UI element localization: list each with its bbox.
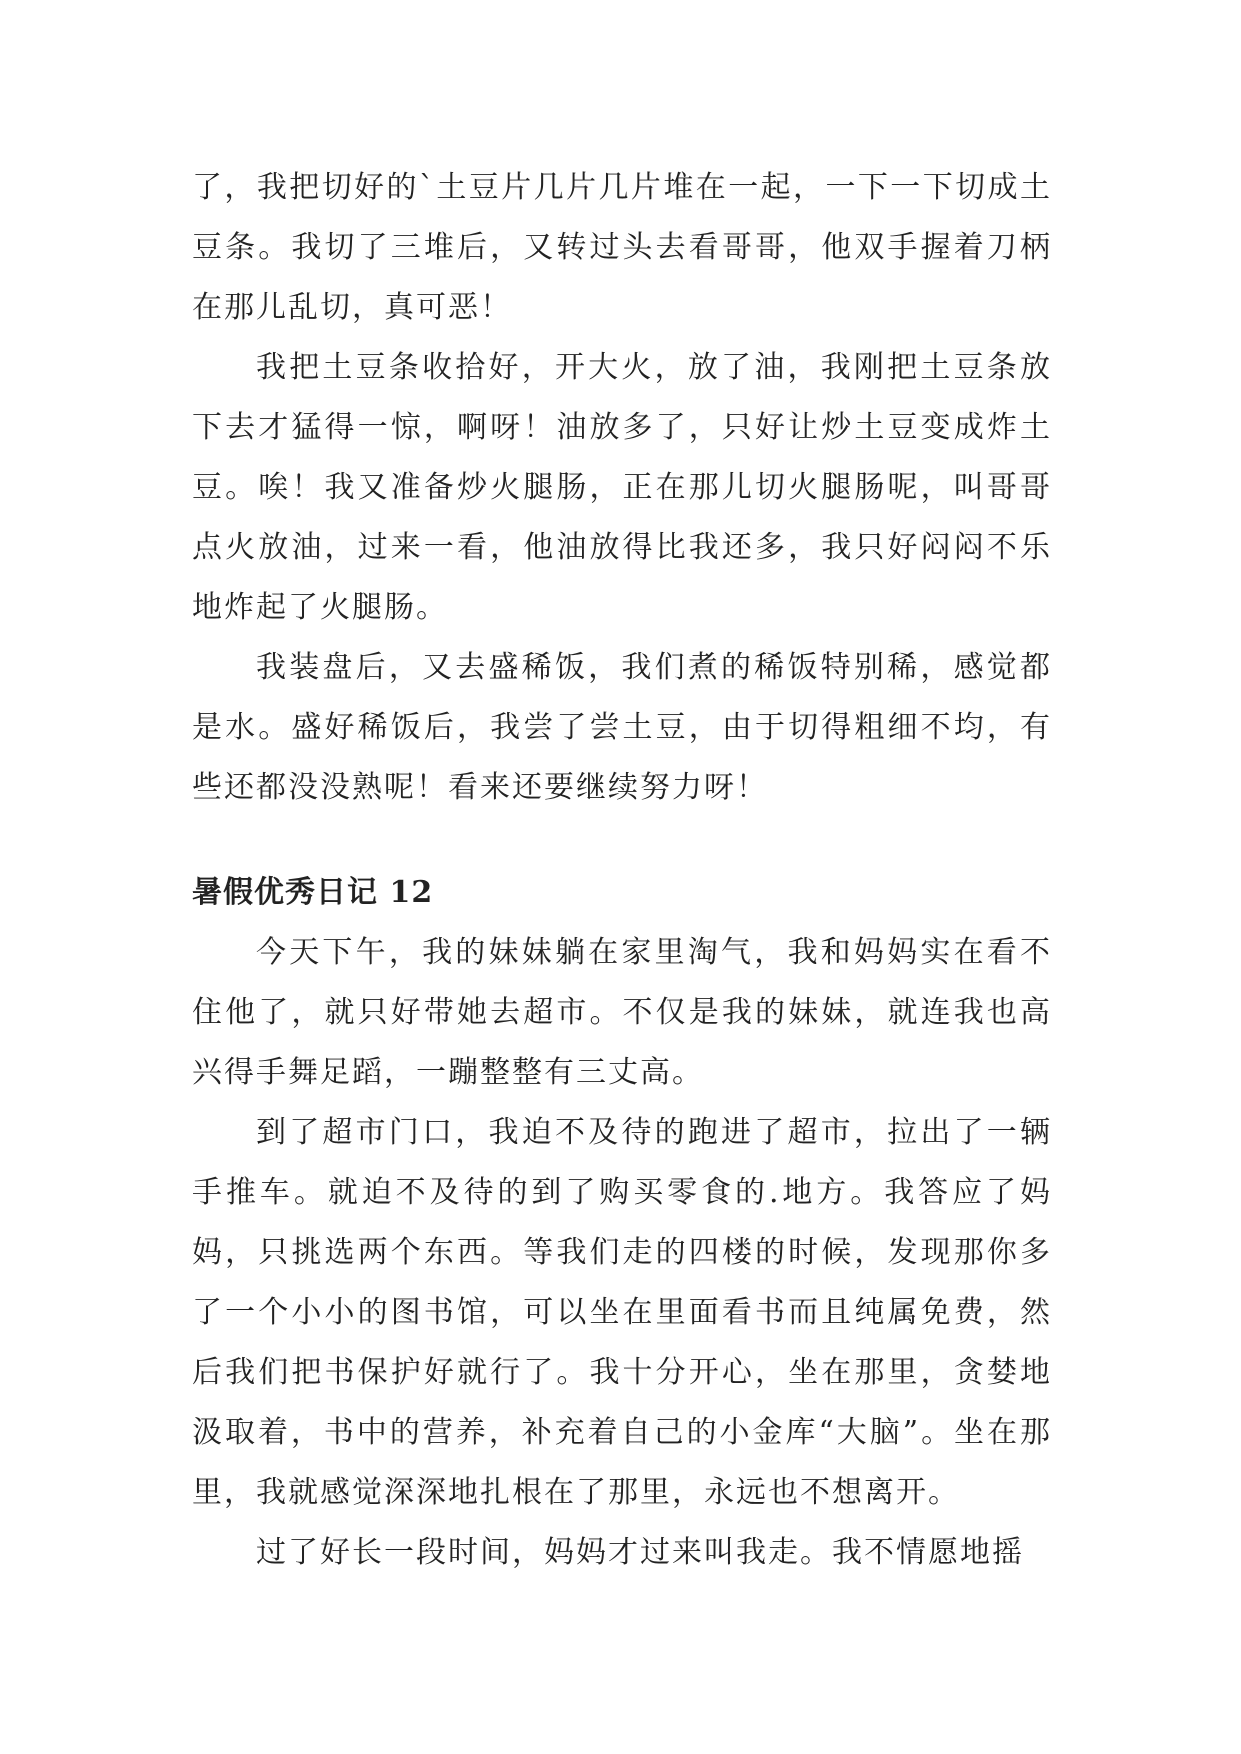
paragraph-potato-cutting: 了，我把切好的`土豆片几片几片堆在一起，一下一下切成土豆条。我切了三堆后，又转过头去看哥哥，他双手握着刀柄在那儿乱切，真可恶！ — [192, 170, 1052, 325]
paragraph-porridge: 我装盘后，又去盛稀饭，我们煮的稀饭特别稀，感觉都是水。盛好稀饭后，我尝了尝土豆，由于切得粗细不均，有些还都没没熟呢！看来还要继续努力呀！ — [192, 650, 1052, 805]
diary-continuation — [192, 158, 1052, 818]
paragraph-frying: 我把土豆条收拾好，开大火，放了油，我刚把土豆条放下去才猛得一惊，啊呀！油放多了，只好让炒土豆变成炸土豆。唉！我又准备炒火腿肠，正在那儿切火腿肠呢，叫哥哥点火放油，过来一看，他油放得比我还多，我只好闷闷不乐地炸起了火腿肠。 — [192, 350, 1052, 625]
paragraph-leaving: 过了好长一段时间，妈妈才过来叫我走。我不情愿地摇 — [256, 1535, 1024, 1570]
diary-entry-12 — [192, 863, 1052, 1583]
paragraph-supermarket: 到了超市门口，我迫不及待的跑进了超市，拉出了一辆手推车。就迫不及待的到了购买零食的.地方。我答应了妈妈，只挑选两个东西。等我们走的四楼的时候，发现那你多了一个小小的图书馆，可以坐在里面看书而且纯属免费，然后我们把书保护好就行了。我十分开心，坐在那里，贪婪地汲取着，书中的营养，补充着自己的小金库“大脑”。坐在那里，我就感觉深深地扎根在了那里，永远也不想离开。 — [192, 1115, 1052, 1510]
section-title: 暑假优秀日记 12 — [192, 875, 434, 910]
paragraph-afternoon: 今天下午，我的妹妹躺在家里淘气，我和妈妈实在看不住他了，就只好带她去超市。不仅是我的妹妹，就连我也高兴得手舞足蹈，一蹦整整有三丈高。 — [192, 935, 1052, 1090]
